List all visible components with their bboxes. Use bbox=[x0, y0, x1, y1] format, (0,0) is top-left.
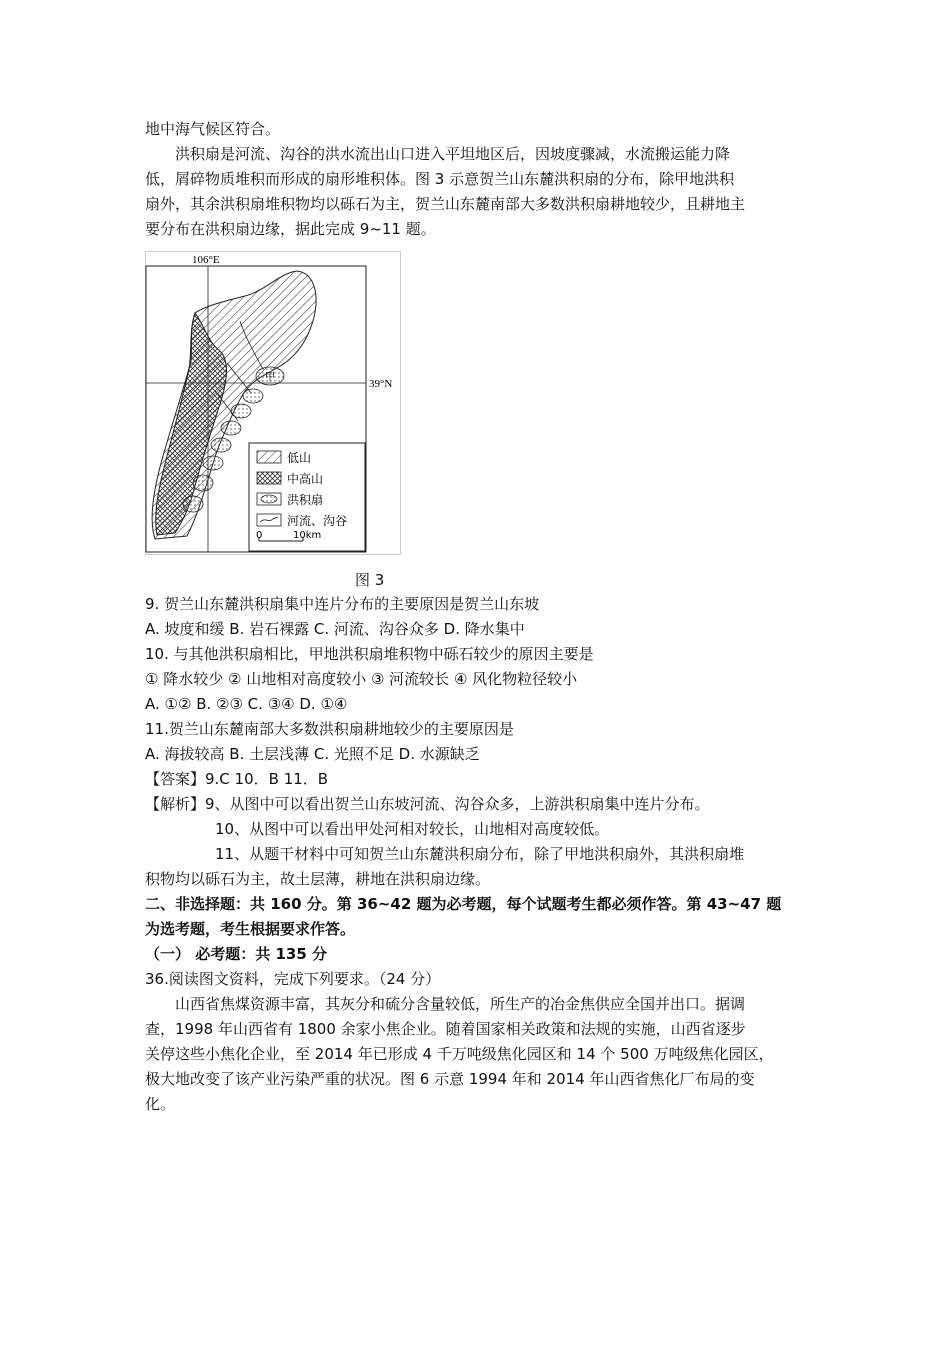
question-10: 10. 与其他洪积扇相比，甲地洪积扇堆积物中砾石较少的原因主要是 bbox=[145, 645, 594, 663]
paragraph-line: 关停这些小焦化企业，至 2014 年已形成 4 千万吨级焦化园区和 14 个 500 万吨级焦化园区， bbox=[145, 1045, 774, 1063]
figure-3-map bbox=[145, 251, 401, 555]
subsection-heading: （一） 必考题：共 135 分 bbox=[145, 945, 327, 963]
legend-label: 低山 bbox=[287, 451, 312, 465]
paragraph-line: 化。 bbox=[145, 1095, 176, 1113]
site-label-jia: 甲 bbox=[265, 372, 275, 383]
question-10-options: A. ①② B. ②③ C. ③④ D. ①④ bbox=[145, 695, 348, 713]
analysis-9: 【解析】9、从图中可以看出贺兰山东坡河流、沟谷众多，上游洪积扇集中连片分布。 bbox=[145, 795, 710, 813]
text-line: 要分布在洪积扇边缘，据此完成 9~11 题。 bbox=[145, 220, 436, 238]
analysis-11: 11、从题干材料中可知贺兰山东麓洪积扇分布，除了甲地洪积扇外，其洪积扇堆 bbox=[215, 845, 745, 863]
analysis-11-cont: 积物均以砾石为主，故土层薄，耕地在洪积扇边缘。 bbox=[145, 870, 491, 888]
analysis-10: 10、从图中可以看出甲处河相对较长，山地相对高度较低。 bbox=[215, 820, 610, 838]
paragraph-line: 山西省焦煤资源丰富，其灰分和硫分含量较低，所生产的冶金焦供应全国并出口。据调 bbox=[175, 995, 746, 1013]
question-9-options: A. 坡度和缓 B. 岩石裸露 C. 河流、沟谷众多 D. 降水集中 bbox=[145, 620, 525, 638]
longitude-label: 106°E bbox=[192, 254, 220, 266]
section-2-heading-cont: 为选考题，考生根据要求作答。 bbox=[145, 920, 356, 938]
legend-swatch-alluvial-fan bbox=[261, 495, 277, 503]
paragraph-line: 极大地改变了该产业污染严重的状况。图 6 示意 1994 年和 2014 年山西省焦化厂布局的变 bbox=[145, 1070, 755, 1088]
question-10-items: ① 降水较少 ② 山地相对高度较小 ③ 河流较长 ④ 风化物粒径较小 bbox=[145, 670, 578, 688]
scale-end-label: 10km bbox=[293, 530, 322, 541]
text-line: 洪积扇是河流、沟谷的洪水流出山口进入平坦地区后，因坡度骤减，水流搬运能力降 bbox=[175, 145, 731, 163]
answer-line: 【答案】9.C 10．B 11．B bbox=[145, 770, 329, 788]
text-line: 扇外，其余洪积扇堆积物均以砾石为主，贺兰山东麓南部大多数洪积扇耕地较少，且耕地主 bbox=[145, 195, 746, 213]
question-11: 11.贺兰山东麓南部大多数洪积扇耕地较少的主要原因是 bbox=[145, 720, 514, 738]
scale-start-label: 0 bbox=[256, 530, 263, 541]
alluvial-fan bbox=[203, 456, 223, 470]
alluvial-fan bbox=[183, 496, 203, 512]
question-36: 36.阅读图文资料，完成下列要求。（24 分） bbox=[145, 970, 441, 988]
latitude-label: 39°N bbox=[369, 378, 393, 390]
alluvial-fan bbox=[221, 421, 241, 435]
question-11-options: A. 海拔较高 B. 土层浅薄 C. 光照不足 D. 水源缺乏 bbox=[145, 745, 480, 763]
text-line: 地中海气候区符合。 bbox=[145, 120, 281, 138]
legend-label: 洪积扇 bbox=[287, 493, 324, 507]
alluvial-fan bbox=[243, 389, 263, 403]
legend-label: 中高山 bbox=[287, 472, 324, 486]
legend-swatch-mid-high-mountain bbox=[257, 472, 281, 484]
question-9: 9. 贺兰山东麓洪积扇集中连片分布的主要原因是贺兰山东坡 bbox=[145, 595, 540, 613]
section-2-heading: 二、非选择题：共 160 分。第 36~42 题为必考题，每个试题考生都必须作答。第 43~47 题 bbox=[145, 895, 782, 913]
legend-label: 河流、沟谷 bbox=[287, 514, 348, 528]
figure-caption: 图 3 bbox=[355, 571, 385, 589]
text-line: 低，屑碎物质堆积而形成的扇形堆积体。图 3 示意贺兰山东麓洪积扇的分布，除甲地洪积 bbox=[145, 170, 735, 188]
paragraph-line: 查，1998 年山西省有 1800 余家小焦企业。随着国家相关政策和法规的实施，山西省逐步 bbox=[145, 1020, 746, 1038]
legend-swatch-low-mountain bbox=[257, 451, 281, 463]
alluvial-fan bbox=[211, 438, 231, 452]
alluvial-fan bbox=[193, 475, 213, 491]
